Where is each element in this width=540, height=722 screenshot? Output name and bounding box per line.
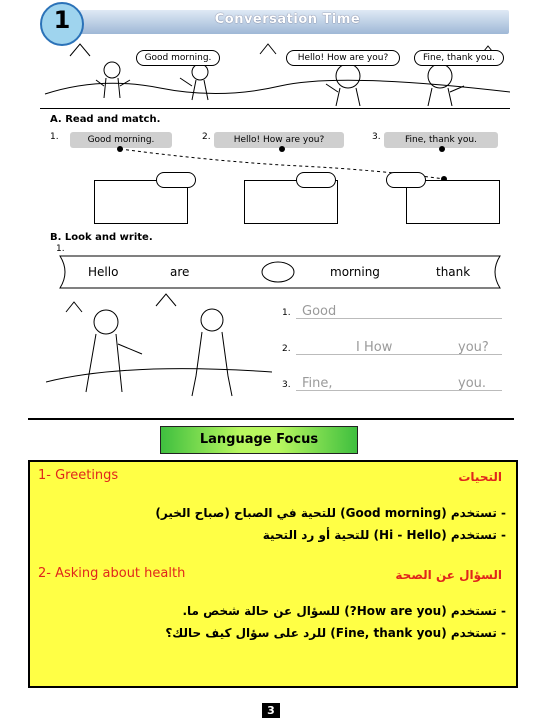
- section-b-title: B. Look and write.: [50, 232, 153, 243]
- section-divider: [28, 418, 514, 420]
- item-number: 1.: [56, 244, 65, 254]
- intro-bubble-2: Hello! How are you?: [286, 50, 400, 66]
- ribbon-word-1: Hello: [88, 265, 119, 279]
- line-2-right: you?: [458, 340, 489, 355]
- topic-2-line-2: - تستخدم (Fine, thank you) للرد على سؤال كيف حالك؟: [165, 626, 506, 640]
- line-2-left: I How: [356, 340, 393, 355]
- topic-1-line-2: - تستخدم (Hi - Hello) للتحية أو رد التحية: [262, 528, 506, 542]
- line-number-3: 3.: [282, 380, 291, 390]
- ribbon-word-3: morning: [330, 265, 380, 279]
- section-a-title: A. Read and match.: [50, 114, 161, 125]
- topic-1-english: 1- Greetings: [38, 468, 119, 483]
- line-3-right: you.: [458, 376, 487, 391]
- topic-2-arabic: السؤال عن الصحة: [395, 568, 502, 582]
- line-1-left: Good: [302, 304, 337, 319]
- item-number: 2.: [202, 132, 211, 142]
- topic-2-english: 2- Asking about health: [38, 566, 186, 581]
- topic-1-arabic: التحيات: [458, 470, 502, 484]
- ribbon-word-4: thank: [436, 265, 471, 279]
- intro-illustration: [40, 36, 510, 106]
- divider: [40, 108, 510, 109]
- language-focus-title: Language Focus: [160, 426, 358, 454]
- item-number: 3.: [372, 132, 381, 142]
- line-number-1: 1.: [282, 308, 291, 318]
- page-number: 3: [262, 703, 280, 718]
- intro-bubble-1: Good morning.: [136, 50, 220, 66]
- topic-1-line-1: - تستخدم (Good morning) للتحية في الصباح (صباح الخير): [155, 506, 506, 520]
- intro-bubble-3: Fine, thank you.: [414, 50, 504, 66]
- line-number-2: 2.: [282, 344, 291, 354]
- empty-bubble-2: [296, 172, 336, 188]
- ribbon-word-2: are: [170, 265, 190, 279]
- match-phrase-2[interactable]: Hello! How are you?: [214, 132, 344, 148]
- empty-bubble-1: [156, 172, 196, 188]
- item-number: 1.: [50, 132, 59, 142]
- children-illustration: [46, 292, 272, 404]
- page-title: Conversation Time: [214, 12, 361, 27]
- line-3-left: Fine,: [302, 376, 333, 391]
- lesson-number: 1: [53, 6, 71, 34]
- topic-2-line-1: - تستخدم (How are you?) للسؤال عن حالة شخص ما.: [182, 604, 506, 618]
- match-phrase-3[interactable]: Fine, thank you.: [384, 132, 498, 148]
- empty-bubble-3: [386, 172, 426, 188]
- match-phrase-1[interactable]: Good morning.: [70, 132, 172, 148]
